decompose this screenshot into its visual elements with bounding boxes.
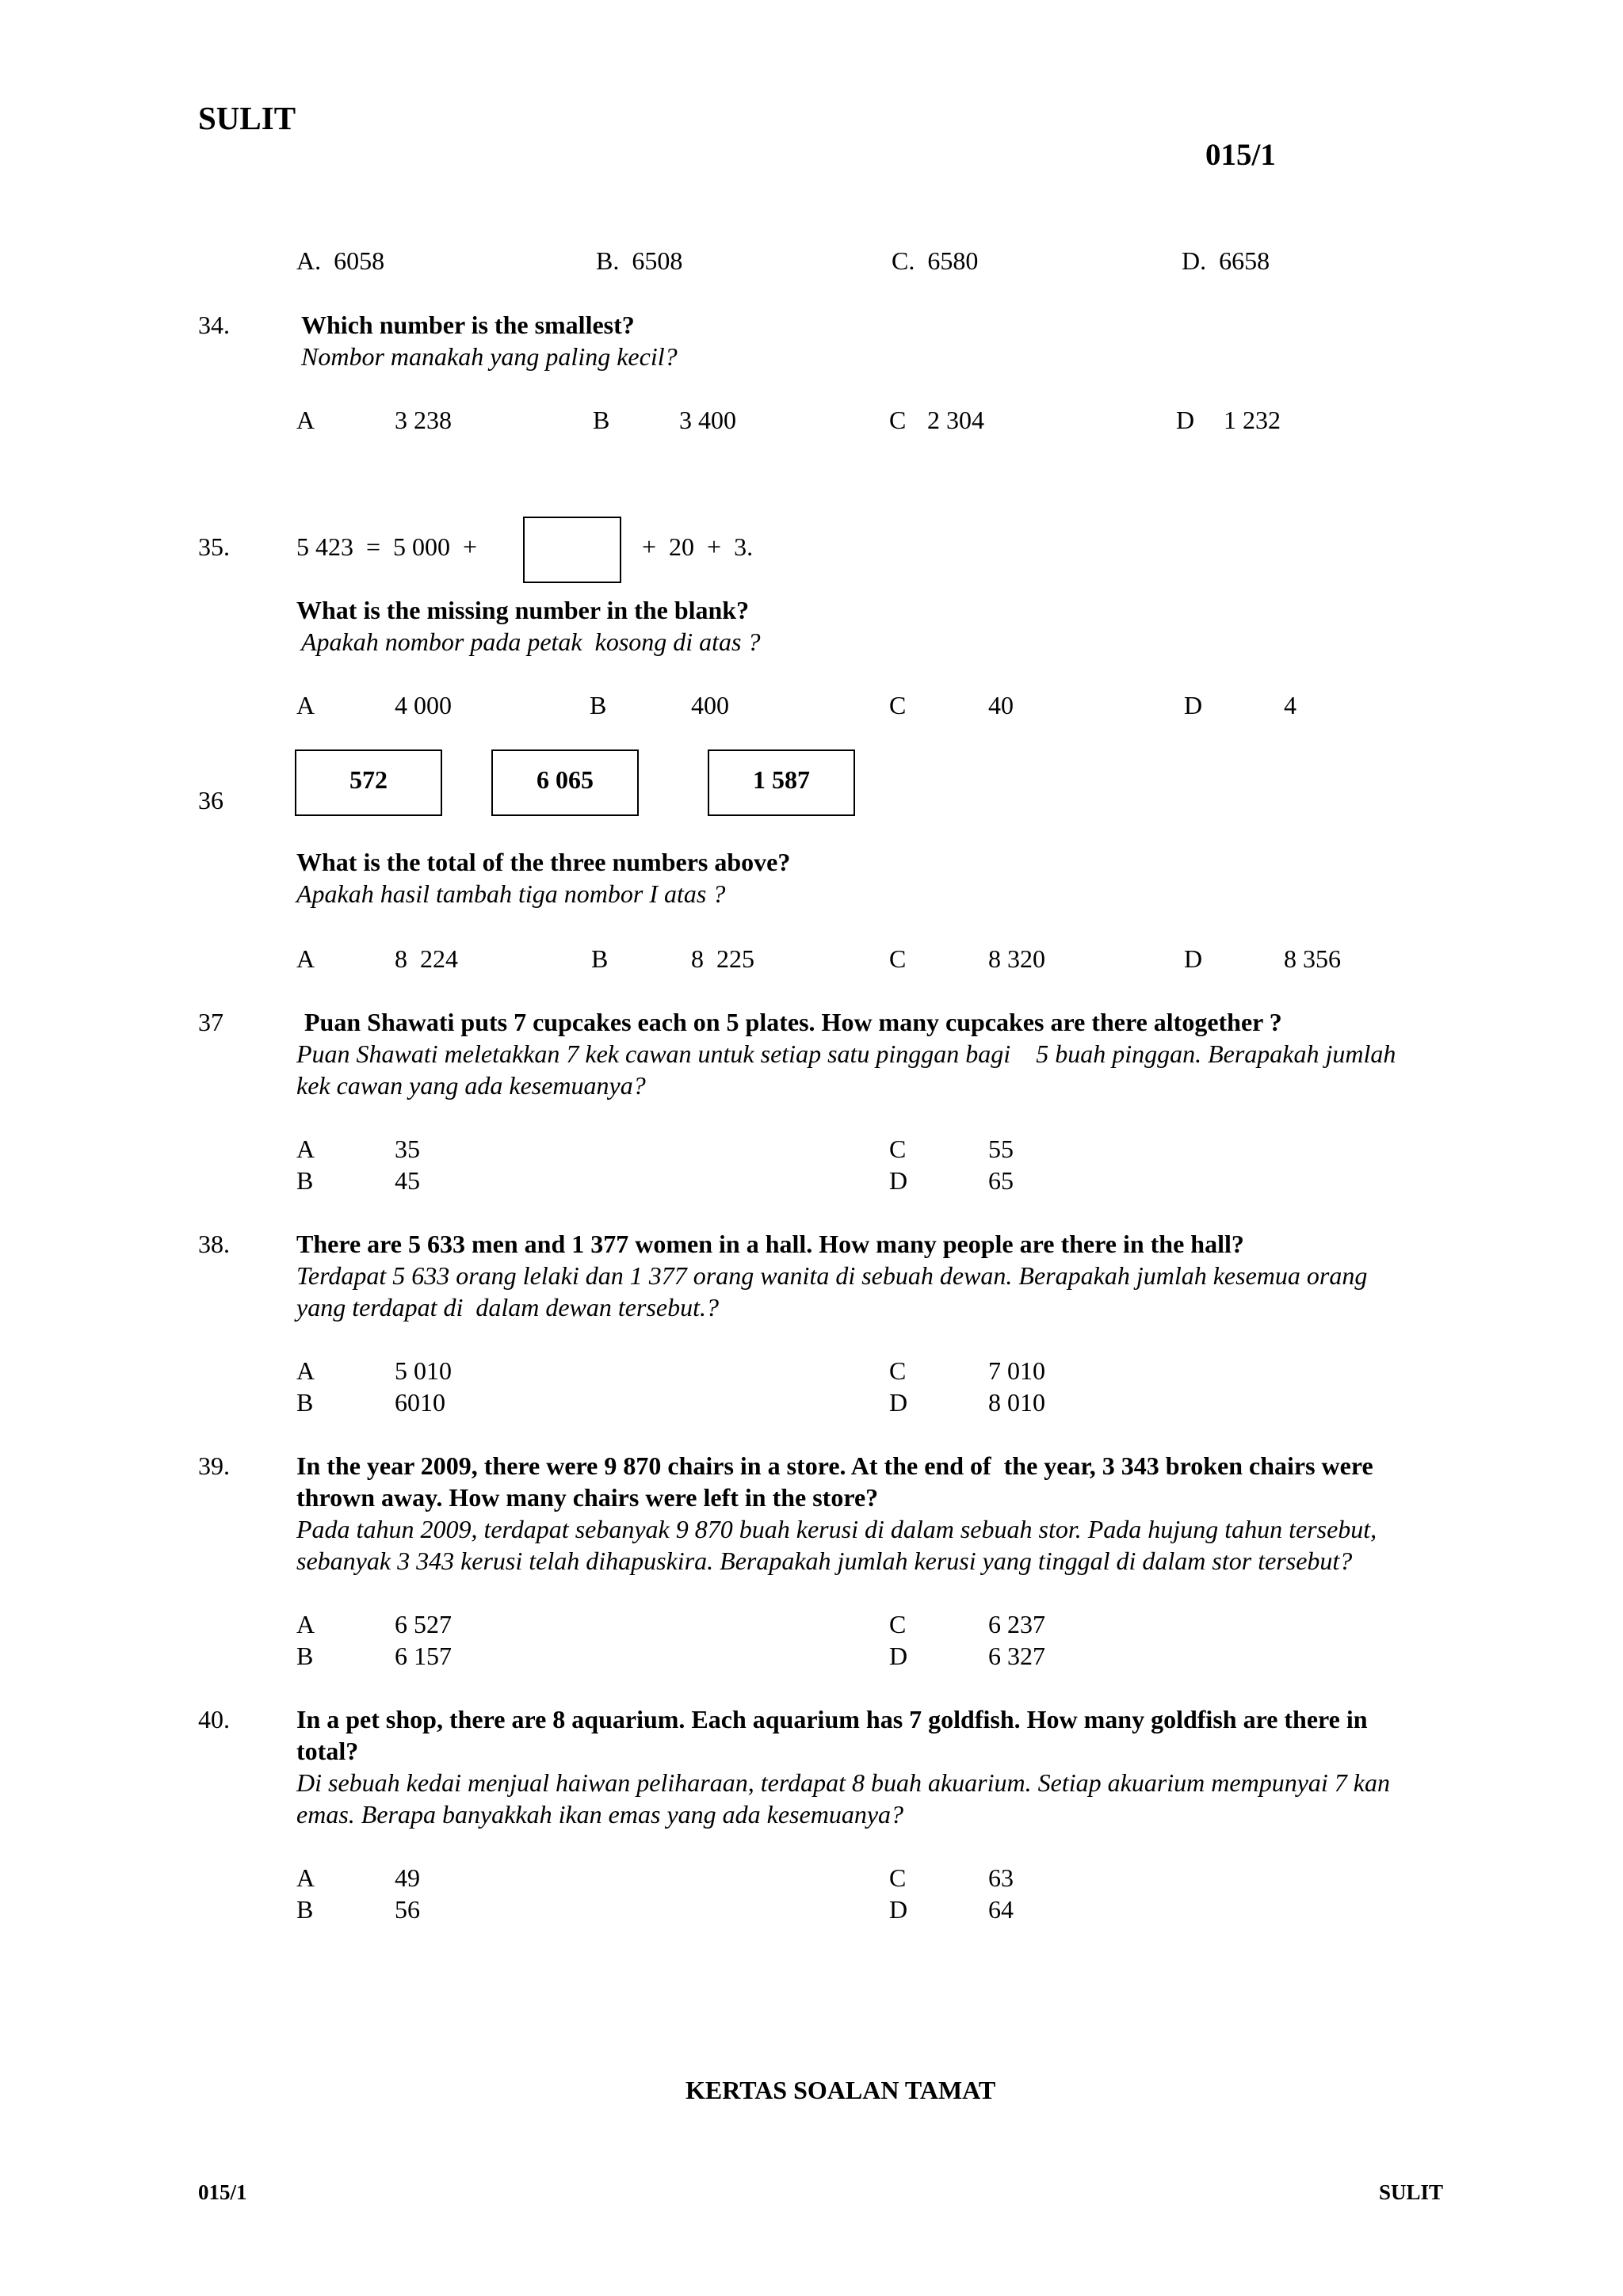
option-value-d: 1 232 — [1224, 406, 1281, 434]
footer-paper-code: 015/1 — [198, 2180, 247, 2204]
question-text-ms-line1: Di sebuah kedai menjual haiwan peliharaan, terdapat 8 buah akuarium. Setiap akuarium mempunyai 7 kan — [296, 1768, 1390, 1797]
option-label-d: D — [1176, 406, 1195, 434]
question-text-en: Puan Shawati puts 7 cupcakes each on 5 plates. How many cupcakes are there altogether ? — [304, 1008, 1282, 1036]
question-number: 36 — [198, 786, 223, 814]
option-label-a: A — [296, 1356, 315, 1385]
option-label-c: C — [889, 406, 907, 434]
option-value-b: 8 225 — [691, 944, 754, 973]
option-label-d: D — [1184, 944, 1203, 973]
question-text-en-line1: In the year 2009, there were 9 870 chairs in a store. At the end of the year, 3 343 broken chairs were — [296, 1451, 1373, 1480]
number-box-1: 572 — [295, 749, 442, 816]
question-text-ms-line1: Terdapat 5 633 orang lelaki dan 1 377 orang wanita di sebuah dewan. Berapakah jumlah kesemua orang — [296, 1261, 1368, 1290]
option-value-b: 56 — [395, 1895, 420, 1924]
question-text-ms: Apakah hasil tambah tiga nombor I atas ? — [296, 879, 726, 908]
option-label-c: C — [889, 1863, 907, 1892]
option-label-c: C — [889, 944, 907, 973]
question-text-en-line2: thrown away. How many chairs were left in the store? — [296, 1483, 879, 1512]
option-value-d: 8 356 — [1284, 944, 1341, 973]
question-text-en: What is the total of the three numbers above? — [296, 848, 791, 876]
option-value-d: 65 — [988, 1166, 1014, 1195]
option-label-b: B — [593, 406, 610, 434]
header-paper-code: 015/1 — [1205, 138, 1276, 172]
option-label-c: C — [889, 1610, 907, 1638]
question-text-ms-line1: Pada tahun 2009, terdapat sebanyak 9 870 buah kerusi di dalam sebuah stor. Pada hujung tahun tersebut, — [296, 1515, 1377, 1543]
question-text-ms-line2: kek cawan yang ada kesemuanya? — [296, 1071, 646, 1100]
option-label-b: B — [591, 944, 609, 973]
option-value-c: 63 — [988, 1863, 1014, 1892]
question-number: 39. — [198, 1451, 230, 1480]
question-text-en: There are 5 633 men and 1 377 women in a hall. How many people are there in the hall? — [296, 1230, 1244, 1258]
question-text-ms-line2: yang terdapat di dalam dewan tersebut.? — [296, 1293, 719, 1322]
q33-option-a: A. 6058 — [296, 246, 385, 275]
option-value-d: 4 — [1284, 691, 1296, 719]
option-value-c: 55 — [988, 1135, 1014, 1163]
equation-right: + 20 + 3. — [642, 532, 754, 561]
question-text-ms: Nombor manakah yang paling kecil? — [301, 342, 678, 371]
option-value-a: 35 — [395, 1135, 420, 1163]
option-value-a: 5 010 — [395, 1356, 452, 1385]
option-label-a: A — [296, 944, 315, 973]
option-value-b: 45 — [395, 1166, 420, 1195]
option-value-b: 400 — [691, 691, 729, 719]
option-value-a: 6 527 — [395, 1610, 452, 1638]
option-value-c: 40 — [988, 691, 1014, 719]
equation-left: 5 423 = 5 000 + — [296, 532, 478, 561]
option-value-d: 64 — [988, 1895, 1014, 1924]
option-label-b: B — [590, 691, 607, 719]
option-value-b: 6 157 — [395, 1642, 452, 1670]
option-label-a: A — [296, 691, 315, 719]
option-label-b: B — [296, 1895, 314, 1924]
option-label-c: C — [889, 1135, 907, 1163]
end-of-paper-title: KERTAS SOALAN TAMAT — [685, 2076, 996, 2104]
option-label-a: A — [296, 1610, 315, 1638]
option-value-a: 49 — [395, 1863, 420, 1892]
question-text-en-line1: In a pet shop, there are 8 aquarium. Each aquarium has 7 goldfish. How many goldfish are there in — [296, 1705, 1368, 1733]
option-label-c: C — [889, 1356, 907, 1385]
option-value-a: 8 224 — [395, 944, 458, 973]
number-box-2: 6 065 — [491, 749, 639, 816]
q33-option-c: C. 6580 — [892, 246, 979, 275]
question-text-ms-line1: Puan Shawati meletakkan 7 kek cawan untuk setiap satu pinggan bagi 5 buah pinggan. Berapakah jumlah — [296, 1039, 1396, 1068]
footer-sulit: SULIT — [1379, 2180, 1444, 2204]
question-text-en: What is the missing number in the blank? — [296, 596, 750, 624]
option-label-a: A — [296, 1135, 315, 1163]
option-label-d: D — [889, 1895, 908, 1924]
option-value-a: 4 000 — [395, 691, 452, 719]
option-label-b: B — [296, 1166, 314, 1195]
option-value-b: 6010 — [395, 1388, 445, 1417]
option-value-c: 8 320 — [988, 944, 1045, 973]
option-value-b: 3 400 — [679, 406, 736, 434]
option-value-d: 8 010 — [988, 1388, 1045, 1417]
option-value-a: 3 238 — [395, 406, 452, 434]
option-label-b: B — [296, 1388, 314, 1417]
question-text-ms: Apakah nombor pada petak kosong di atas ? — [301, 627, 761, 656]
question-number: 35. — [198, 532, 230, 561]
option-value-c: 2 304 — [927, 406, 984, 434]
question-text-en: Which number is the smallest? — [301, 311, 635, 339]
option-label-d: D — [889, 1166, 908, 1195]
question-text-en-line2: total? — [296, 1737, 359, 1765]
question-number: 40. — [198, 1705, 230, 1733]
q33-option-d: D. 6658 — [1182, 246, 1270, 275]
question-text-ms-line2: sebanyak 3 343 kerusi telah dihapuskira. Berapakah jumlah kerusi yang tinggal di dalam stor tersebut? — [296, 1547, 1353, 1575]
question-number: 38. — [198, 1230, 230, 1258]
option-label-a: A — [296, 1863, 315, 1892]
header-sulit: SULIT — [198, 100, 296, 136]
question-text-ms-line2: emas. Berapa banyakkah ikan emas yang ada kesemuanya? — [296, 1800, 904, 1829]
question-number: 34. — [198, 311, 230, 339]
number-box-3: 1 587 — [708, 749, 855, 816]
option-label-d: D — [889, 1642, 908, 1670]
option-value-d: 6 327 — [988, 1642, 1045, 1670]
option-label-d: D — [1184, 691, 1203, 719]
blank-box — [523, 517, 621, 583]
option-label-b: B — [296, 1642, 314, 1670]
option-value-c: 6 237 — [988, 1610, 1045, 1638]
option-label-d: D — [889, 1388, 908, 1417]
option-value-c: 7 010 — [988, 1356, 1045, 1385]
q33-option-b: B. 6508 — [596, 246, 683, 275]
option-label-a: A — [296, 406, 315, 434]
option-label-c: C — [889, 691, 907, 719]
question-number: 37 — [198, 1008, 223, 1036]
